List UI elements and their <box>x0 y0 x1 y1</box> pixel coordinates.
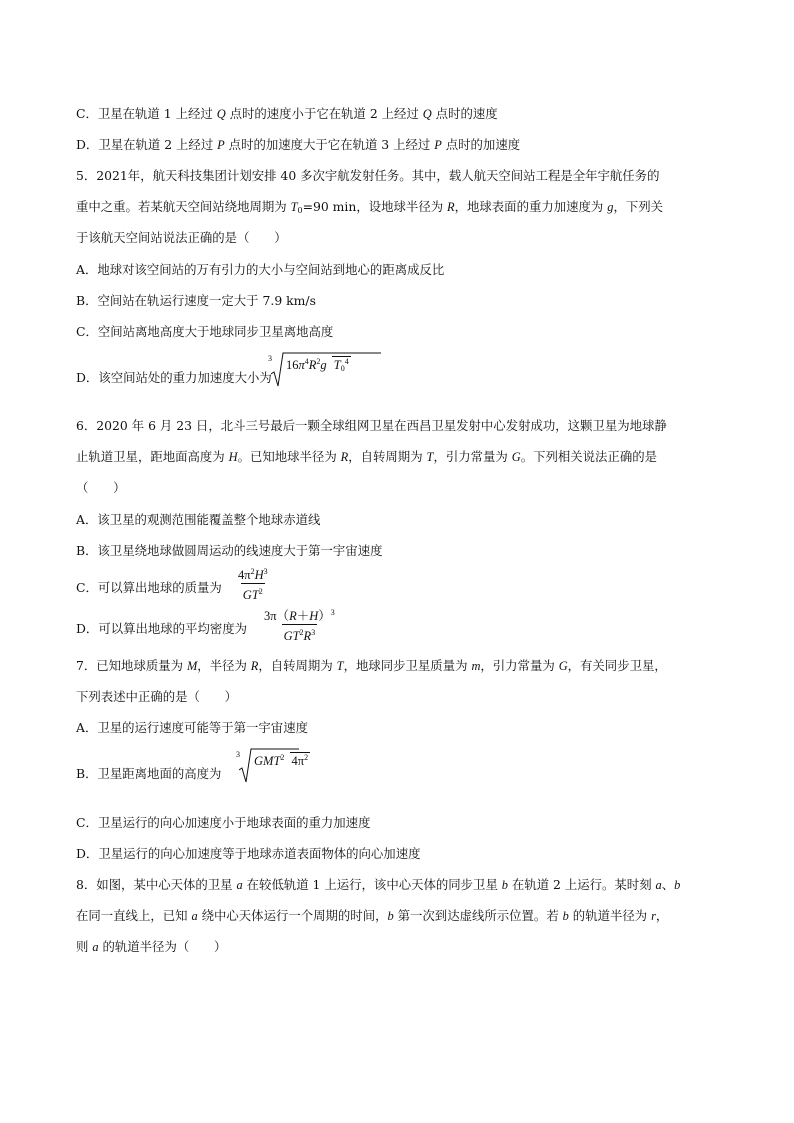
q4-option-d: D．卫星在轨道 2 上经过 P 点时的加速度大于它在轨道 3 上经过 P 点时的加速度 <box>76 137 521 152</box>
q8-stem-line-1: 8．如图，某中心天体的卫星 a 在较低轨道 1 上运行，该中心天体的同步卫星 b 在轨道 2 上运行。某时刻 a、b <box>76 877 681 892</box>
q7-option-c: C．卫星运行的向心加速度小于地球表面的重力加速度 <box>76 815 371 830</box>
q7-option-b: B．卫星距离地面的高度为 <box>76 766 222 781</box>
q8-stem-line-2: 在同一直线上，已知 a 绕中心天体运行一个周期的时间，b 第一次到达虚线所示位置。若 b 的轨道半径为 r， <box>76 908 669 923</box>
q4-option-c: C．卫星在轨道 1 上经过 Q 点时的速度小于它在轨道 2 上经过 Q 点时的速度 <box>76 106 498 121</box>
q5d-formula: 3 $16\pi^4R^2g$ $T_0^4$ <box>268 352 351 376</box>
q6c-formula: $\frac{4\pi^2H^3}{GT^2}$ <box>238 567 268 602</box>
q5-option-d: D．该空间站处的重力加速度大小为 <box>76 370 272 385</box>
q6-stem-line-3: （ ） <box>76 480 126 495</box>
q7-stem-line-2: 下列表述中正确的是（ ） <box>76 689 238 704</box>
q6-option-d: D．可以算出地球的平均密度为 <box>76 621 248 636</box>
q6d-formula: $\frac{3\pi(R+H)^3}{GT^2R^3}$ <box>264 608 335 643</box>
q6-option-a: A．该卫星的观测范围能覆盖整个地球赤道线 <box>76 512 321 527</box>
q6-option-c: C．可以算出地球的质量为 <box>76 580 222 595</box>
q7-stem-line-1: 7．已知地球质量为 M，半径为 R，自转周期为 T，地球同步卫星质量为 m，引力常量为 G，有关同步卫星， <box>76 658 667 673</box>
q5-stem-line-2: 重中之重。若某航天空间站绕地周期为 $T_0=90$ min，设地球半径为 R，地球表面的重力加速度为 g，下列关 <box>76 199 664 215</box>
q5-option-b: B．空间站在轨运行速度一定大于 7.9 km/s <box>76 293 316 308</box>
q6-option-b: B．该卫星绕地球做圆周运动的线速度大于第一宇宙速度 <box>76 543 383 558</box>
q5-stem-line-3: 于该航天空间站说法正确的是（ ） <box>76 230 287 245</box>
q6-stem-line-1: 6．2020 年 6 月 23 日，北斗三号最后一颗全球组网卫星在西昌卫星发射中心发射成功，这颗卫星为地球静 <box>76 418 667 433</box>
q5-option-a: A．地球对该空间站的万有引力的大小与空间站到地心的距离成反比 <box>76 262 445 277</box>
q8-stem-line-3: 则 a 的轨道半径为（ ） <box>76 939 227 954</box>
q5-stem-line-1: 5．2021年，航天科技集团计划安排 40 多次宇航发射任务。其中，载人航天空间站工程是全年宇航任务的 <box>76 168 660 183</box>
q5-option-c: C．空间站离地高度大于地球同步卫星离地高度 <box>76 324 334 339</box>
q7b-formula: 3 GMT$^2$ $4\pi^2$ <box>236 748 310 769</box>
q6-stem-line-2: 止轨道卫星，距地面高度为 H。已知地球半径为 R，自转周期为 T，引力常量为 G。下列相关说法正确的是 <box>76 449 657 464</box>
q7-option-d: D．卫星运行的向心加速度等于地球赤道表面物体的向心加速度 <box>76 846 421 861</box>
q7-option-a: A．卫星的运行速度可能等于第一宇宙速度 <box>76 720 308 735</box>
